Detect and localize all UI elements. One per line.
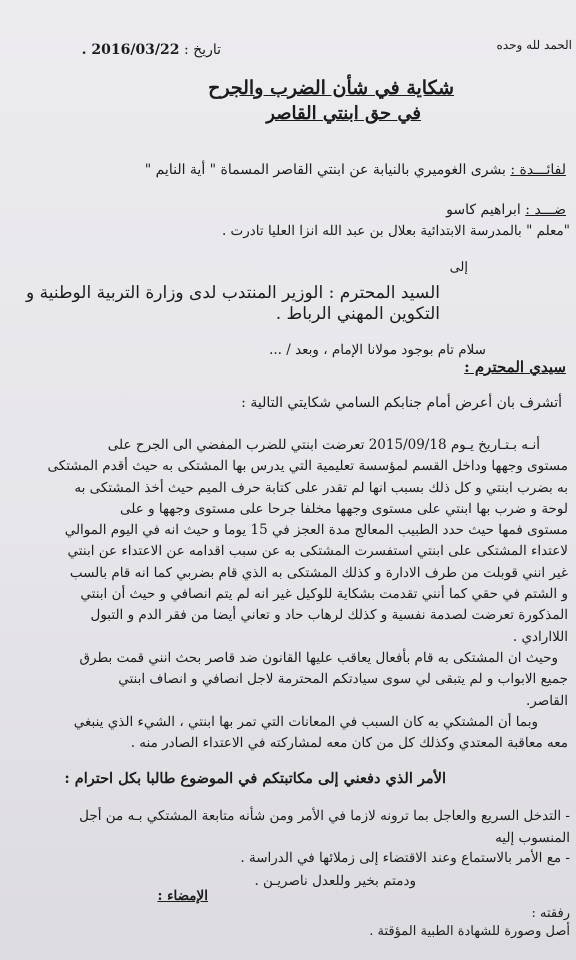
body-line: اللاارادي . [512,628,568,645]
for-line [145,162,566,178]
complaint-body [6,435,568,712]
intro-line: أتشرف بان أعرض أمام جنابكم السامي شكايتي التالية : [241,395,562,411]
basmala: الحمد لله وحده [496,38,572,52]
body-line: لاعتداء المشتكى على ابنتي استفسرت المشتكى به عن سبب اقدامه عن الاعتداء عن ابنتي [67,543,568,560]
body-line: جميع الابواب و لم يتبقى لي سوى سيادتكم المحترمة لاجل انصافي و انصاف ابنتي [118,671,568,688]
body-line: وحيث ان المشتكى به قام بأفعال يعاقب عليها القانون ضد قاصر بحث انني قمت بطرق [79,649,558,666]
body-line: مستوى وجهها وداخل القسم لمؤسسة تعليمية التي يدرس بها المشتكى به حيث أقدم المشتكى [47,458,568,475]
body-line: و الشتم في حقي كما أنني تقدمت بشكاية للوكيل غير انه لم يتم انصافي و حيث أن ابنتي [80,586,568,603]
body-line: لوحة و ضرب بها ابنتي على مستوى وجهها مخلفا جرحا على مستوى وجهها و على [120,500,568,517]
complaint-body-2 [6,712,568,755]
against-label: ضـــد : [525,202,566,218]
date-label: تاريخ : [183,42,221,58]
document-title: شكاية في شأن الضرب والجرح [208,77,454,99]
addressee-line-2: التكوين المهني الرباط . [275,304,440,324]
body-line: به بضرب ابنتي و كل ذلك بسبب انها لم تقدر على كتابة حرف الميم حيث أخذ المشتكى به [74,479,568,496]
request-item-1: - التدخل السريع والعاجل بما ترونه لازما في الأمر ومن شأنه متابعة المشتكي بـه من أجل [79,808,570,824]
for-label: لفائـــدة : [510,162,566,178]
signature-label: الإمضاء : [157,888,208,904]
request-heading: الأمر الذي دفعني إلى مكاتبتكم في الموضوع طالبا بكل احترام : [64,770,446,787]
against-detail: "معلم " بالمدرسة الابتدائية بعلال بن عبد الله انزا العليا تادرت . [221,223,570,239]
date-value: 2016/03/22 . [81,42,180,58]
attachments-label: رفقته : [531,906,570,921]
body-line: المذكورة تعرضت لصدمة نفسية و كذلك لرهاب حاد و تعاني أيضا من فقر الدم و التبول [90,607,568,624]
attachment-item: أصل وصورة للشهادة الطبية المؤقتة . [369,924,570,939]
request-item-2: - مع الأمر بالاستماع وعند الاقتضاء إلى زملائها في الدراسة . [240,850,570,866]
document-subtitle: في حق ابنتي القاصر [266,103,421,124]
date-line [82,42,221,58]
body-line: القاصر. [525,692,568,709]
against-line [446,202,566,218]
salutation: سيدي المحترم : [464,358,566,376]
greeting: سلام تام بوجود مولانا الإمام ، وبعد / ... [269,342,486,358]
body-line: غير انني قوبلت من طرف الادارة و كذلك المشتكى به الذي قام بضربي كما انه قام بالسب [69,564,568,581]
request-item-1-cont: المنسوب إليه [495,830,570,846]
addressee-line-1: السيد المحترم : الوزير المنتدب لدى وزارة التربية الوطنية و [25,283,440,303]
body2-line: معه معاقبة المعتدي وكذلك كل من كان معه لمشاركته في الاعتداء الصادر منه . [130,735,568,752]
body-line: أنـه بـتـاريخ يـوم 2015/09/18 تعرضت ابنتي للضرب المفضي الى الجرح على [107,437,540,453]
body2-line: وبما أن المشتكي به كان السبب في المعانات التي تمر بها ابنتي ، الشيء الذي ينبغي [73,714,538,730]
body-line: مستوى فمها حيث حدد الطبيب المعالج مدة العجز في 15 يوما و حيث انه في اليوم الموالي [64,522,568,539]
against-value: ابراهيم كاسو [446,202,521,218]
closing-line: ودمتم بخير وللعدل ناصريـن . [254,873,416,889]
for-value: بشرى الغوميري بالنيابة عن ابنتي القاصر المسماة " أية النايم " [144,162,506,178]
to-label: إلى [449,260,468,275]
